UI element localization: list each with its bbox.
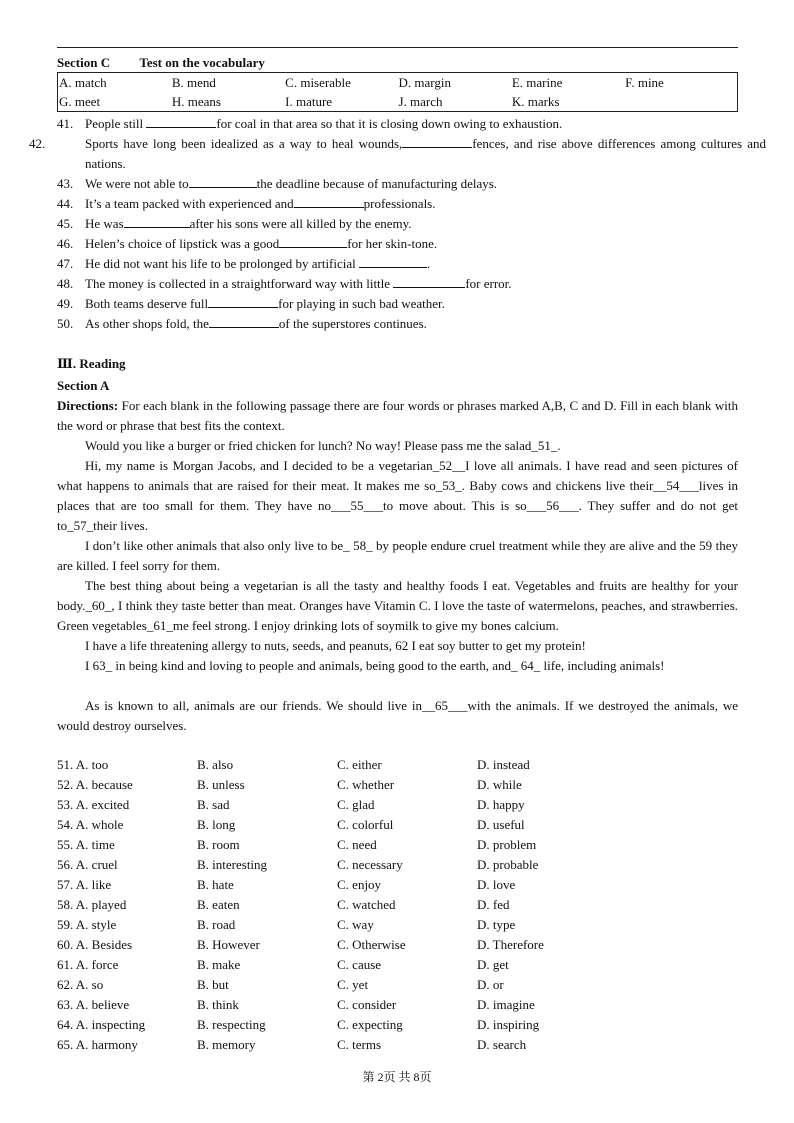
option-c[interactable]: C. colorful (337, 817, 394, 832)
option-a[interactable]: 59. A. style (57, 917, 117, 932)
option-d[interactable]: D. problem (477, 837, 537, 852)
question-44: 44. It’s a team packed with experienced and professionals. (57, 193, 738, 214)
option-a[interactable]: 57. A. like (57, 877, 112, 892)
passage-paragraph: I don’t like other animals that also only live to be_ 58_ by people endure cruel treatment while they are alive and the 59 they are killed. I feel sorry for them. (57, 538, 738, 573)
option-row (57, 895, 738, 915)
word-bank-cell: J. march (398, 93, 443, 109)
option-b[interactable]: B. hate (197, 877, 234, 892)
option-b[interactable]: B. respecting (197, 1017, 266, 1032)
option-row (57, 995, 738, 1015)
question-41: 41. People still for coal in that area so that it is closing down owing to exhaustion. (57, 113, 738, 134)
option-b[interactable]: B. make (197, 957, 241, 972)
answer-blank[interactable] (279, 233, 347, 248)
question-43: 43. We were not able to the deadline because of manufacturing delays. (57, 173, 738, 194)
option-row (57, 855, 738, 875)
option-a[interactable]: 60. A. Besides (57, 937, 133, 952)
answer-blank[interactable] (209, 313, 279, 328)
option-c[interactable]: C. enjoy (337, 877, 382, 892)
section-c-heading (57, 55, 265, 71)
word-bank-cell (624, 92, 737, 112)
question-50: 50. As other shops fold, the of the superstores continues. (57, 313, 738, 334)
answer-blank[interactable] (402, 133, 472, 148)
option-c[interactable]: C. glad (337, 797, 375, 812)
option-d[interactable]: D. instead (477, 757, 530, 772)
word-bank-cell: E. marine (511, 74, 563, 90)
option-row (57, 915, 738, 935)
passage-paragraph: I 63_ in being kind and loving to people and animals, being good to the earth, and_ 64_ life, including animals! (85, 658, 665, 673)
directions-label: Directions: (57, 398, 119, 413)
option-row (57, 775, 738, 795)
question-45: 45. He was after his sons were all killed by the enemy. (57, 213, 738, 234)
passage-paragraph: I have a life threatening allergy to nuts, seeds, and peanuts, 62 I eat soy butter to get my protein! (85, 638, 586, 653)
section-c-label: Section C (57, 55, 111, 70)
word-bank-cell: C. miserable (285, 74, 351, 90)
option-row (57, 815, 738, 835)
option-d[interactable]: D. probable (477, 857, 539, 872)
word-bank-cell: K. marks (511, 93, 560, 109)
word-bank-cell: G. meet (59, 93, 101, 109)
option-d[interactable]: D. useful (477, 817, 525, 832)
option-row (57, 955, 738, 975)
option-a[interactable]: 56. A. cruel (57, 857, 118, 872)
option-c[interactable]: C. yet (337, 977, 369, 992)
word-bank-cell: F. mine (625, 74, 664, 90)
option-a[interactable]: 51. A. too (57, 757, 109, 772)
page-footer: 第 2页 共 8页 (362, 1070, 432, 1084)
option-row (57, 935, 738, 955)
option-a[interactable]: 64. A. inspecting (57, 1017, 146, 1032)
option-a[interactable]: 58. A. played (57, 897, 127, 912)
option-d[interactable]: D. while (477, 777, 522, 792)
option-a[interactable]: 52. A. because (57, 777, 133, 792)
answer-blank[interactable] (359, 253, 427, 268)
option-d[interactable]: D. fed (477, 897, 510, 912)
reading-part-title: Ⅲ. Reading (57, 356, 126, 371)
word-bank-cell: B. mend (171, 74, 216, 90)
option-c[interactable]: C. consider (337, 997, 397, 1012)
section-c-title: Test on the vocabulary (139, 55, 265, 70)
passage-paragraph: The best thing about being a vegetarian is all the tasty and healthy foods I eat. Vegetables and fruits are healthy for your body._60_, I think they taste better than meat. Oranges have Vitamin C. I love the taste of watermelons, peaches, and strawberries. Green vegetables_61_me feel strong. I enjoy drinking lots of soymilk to give my bones calcium. (57, 578, 738, 633)
passage-paragraph: Hi, my name is Morgan Jacobs, and I decided to be a vegetarian_52__I love all animals. I have read and seen pictures of what happens to animals that are raised for their meat. It makes me so_53_. Baby cows and chickens live their__54___lives in places that are too small for them. They have no___55___to move about. This is so___56___. They suffer and do not get to_57_their lives. (57, 458, 738, 533)
option-row (57, 875, 738, 895)
option-d[interactable]: D. type (477, 917, 516, 932)
option-d[interactable]: D. search (477, 1037, 527, 1052)
question-46: 46. Helen’s choice of lipstick was a good for her skin-tone. (57, 233, 738, 254)
word-bank-row (58, 73, 738, 93)
option-c[interactable]: C. whether (337, 777, 395, 792)
word-bank-table (57, 72, 738, 112)
answer-blank[interactable] (189, 173, 257, 188)
option-d[interactable]: D. inspiring (477, 1017, 540, 1032)
word-bank-cell: D. margin (398, 74, 451, 90)
option-b[interactable]: B. road (197, 917, 236, 932)
word-bank-cell: I. mature (285, 93, 333, 109)
directions (57, 396, 738, 436)
answer-blank[interactable] (124, 213, 190, 228)
option-b[interactable]: B. but (197, 977, 229, 992)
option-c[interactable]: C. necessary (337, 857, 403, 872)
word-bank-row (58, 92, 738, 112)
option-a[interactable]: 62. A. so (57, 977, 104, 992)
option-row (57, 835, 738, 855)
answer-blank[interactable] (393, 273, 465, 288)
answer-options (57, 755, 738, 1055)
option-a[interactable]: 61. A. force (57, 957, 119, 972)
option-c[interactable]: C. Otherwise (337, 937, 406, 952)
option-b[interactable]: B. memory (197, 1037, 256, 1052)
option-d[interactable]: D. happy (477, 797, 525, 812)
option-a[interactable]: 63. A. believe (57, 997, 130, 1012)
option-d[interactable]: D. Therefore (477, 937, 544, 952)
question-48: 48. The money is collected in a straightforward way with little for error. (57, 273, 738, 294)
option-row (57, 755, 738, 775)
reading-section-a: Section A (57, 378, 110, 393)
option-c[interactable]: C. expecting (337, 1017, 403, 1032)
option-a[interactable]: 55. A. time (57, 837, 115, 852)
option-d[interactable]: D. love (477, 877, 516, 892)
option-b[interactable]: B. room (197, 837, 240, 852)
option-row (57, 1035, 738, 1055)
question-42: 42. Sports have long been idealized as a way to heal wounds, fences, and rise above differences among cultures and nations. (57, 133, 766, 174)
option-b[interactable]: B. eaten (197, 897, 240, 912)
question-47: 47. He did not want his life to be prolonged by artificial . (57, 253, 738, 274)
option-a[interactable]: 65. A. harmony (57, 1037, 138, 1052)
top-rule (57, 47, 738, 48)
word-bank-cell: A. match (59, 74, 107, 90)
option-d[interactable]: D. or (477, 977, 504, 992)
option-d[interactable]: D. imagine (477, 997, 535, 1012)
word-bank-cell: H. means (171, 93, 221, 109)
option-row (57, 795, 738, 815)
option-d[interactable]: D. get (477, 957, 509, 972)
option-c[interactable]: C. need (337, 837, 377, 852)
option-row (57, 1015, 738, 1035)
option-c[interactable]: C. terms (337, 1037, 382, 1052)
option-row (57, 975, 738, 995)
option-b[interactable]: B. also (197, 757, 234, 772)
option-c[interactable]: C. watched (337, 897, 396, 912)
option-b[interactable]: B. long (197, 817, 236, 832)
question-49: 49. Both teams deserve full for playing in such bad weather. (57, 293, 738, 314)
option-a[interactable]: 54. A. whole (57, 817, 124, 832)
passage-paragraph: As is known to all, animals are our friends. We should live in__65___with the animals. If we destroyed the animals, we would destroy ourselves. (57, 698, 738, 733)
option-b[interactable]: B. However (197, 937, 260, 952)
option-b[interactable]: B. think (197, 997, 239, 1012)
option-c[interactable]: C. cause (337, 957, 382, 972)
option-b[interactable]: B. unless (197, 777, 245, 792)
option-a[interactable]: 53. A. excited (57, 797, 130, 812)
option-c[interactable]: C. way (337, 917, 374, 932)
passage-paragraph: Would you like a burger or fried chicken for lunch? No way! Please pass me the salad_51_. (85, 438, 561, 453)
answer-blank[interactable] (208, 293, 278, 308)
answer-blank[interactable] (294, 193, 364, 208)
answer-blank[interactable] (146, 113, 216, 128)
option-c[interactable]: C. either (337, 757, 382, 772)
option-b[interactable]: B. sad (197, 797, 230, 812)
directions-text: For each blank in the following passage there are four words or phrases marked A,B, C and D. Fill in each blank with the word or phrase that best fits the context. (57, 398, 738, 433)
option-b[interactable]: B. interesting (197, 857, 268, 872)
